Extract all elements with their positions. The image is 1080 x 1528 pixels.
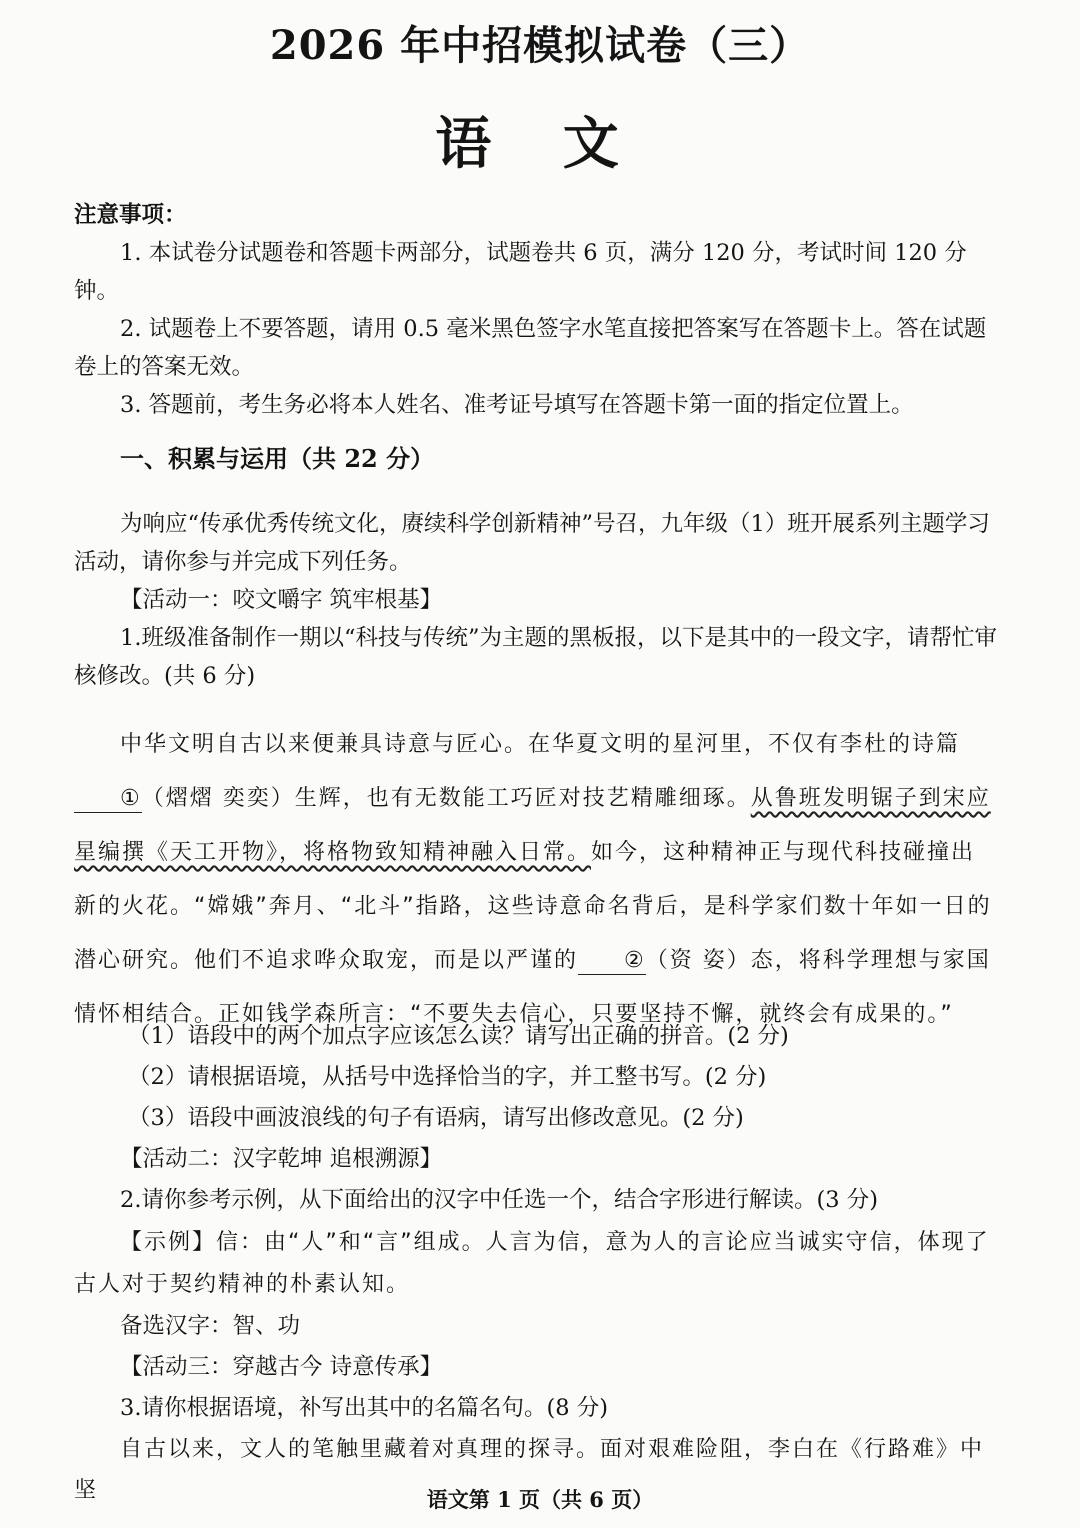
activity-heading: 【活动三：穿越古今 诗意传承】 (120, 1354, 443, 1380)
example-paragraph (74, 1222, 998, 1306)
sub-questions (74, 1016, 998, 1221)
question-2: 2.请你参考示例，从下面给出的汉字中任选一个，结合字形进行解读。(3 分) (120, 1187, 878, 1213)
notice-item: 2. 试题卷上不要答题，请用 0.5 毫米黑色签字水笔直接把答案写在答题卡上。答在试题卷上的答案无效。 (74, 316, 987, 380)
question-1: 1.班级准备制作一期以“科技与传统”为主题的黑板报，以下是其中的一段文字，请帮忙审核修改。(共 6 分) (74, 625, 997, 689)
passage-text: （熠熠 奕奕）生辉，也有无数能工巧匠对技艺精雕细琢。 (141, 786, 751, 811)
fill-blank-2: ② (578, 948, 646, 975)
blackboard-passage (74, 718, 998, 1042)
activity-heading: 【活动二：汉字乾坤 追根溯源】 (120, 1146, 443, 1172)
notice-section (74, 196, 998, 424)
section-heading: 一、积累与运用（共 22 分） (120, 444, 435, 473)
fill-blank-1: ① (74, 786, 142, 813)
section-one-tail (74, 1306, 998, 1511)
notice-item: 3. 答题前，考生务必将本人姓名、准考证号填写在答题卡第一面的指定位置上。 (120, 392, 914, 418)
activity-heading: 【活动一：咬文嚼字 筑牢根基】 (120, 587, 443, 613)
exam-title: 2026 年中招模拟试卷（三） (269, 22, 811, 69)
passage-text: （资 姿）态，将科学理想与家国情怀相结合。正如钱学森所言：“不要失去信心，只要坚持不懈，就终会有成果的。” (74, 948, 991, 1027)
notice-heading: 注意事项： (74, 202, 187, 228)
question-3-context: 自古以来，文人的笔触里藏着对真理的探寻。面对艰难险阻，李白在《行路难》中坚 (74, 1437, 985, 1503)
passage-text: 中华文明自古以来便兼具诗意与匠心。在华夏文明的星河里，不仅有李杜的诗篇 (120, 732, 961, 757)
question-3: 3.请你根据语境，补写出其中的名篇名句。(8 分) (120, 1395, 608, 1421)
notice-item: 1. 本试卷分试题卷和答题卡两部分，试题卷共 6 页，满分 120 分，考试时间 120 分钟。 (74, 240, 967, 304)
page-footer: 语文第 1 页（共 6 页） (426, 1487, 654, 1512)
section-one (74, 440, 998, 478)
candidate-characters: 备选汉字：智、功 (120, 1313, 301, 1339)
wavy-underlined-sentence: 从鲁班发明锯子到宋应星编撰《天工开物》，将格物致知精神融入日常。 (74, 786, 991, 865)
sub-question: （3）语段中画波浪线的句子有语病，请写出修改意见。(2 分) (128, 1105, 744, 1131)
sub-question: （1）语段中的两个加点字应该怎么读？请写出正确的拼音。(2 分) (128, 1023, 789, 1049)
example-text: 【示例】信：由“人”和“言”组成。人言为信，意为人的言论应当诚实守信，体现了古人对于契约精神的朴素认知。 (74, 1230, 990, 1297)
section-one-body (74, 505, 998, 695)
sub-question: （2）请根据语境，从括号中选择恰当的字，并工整书写。(2 分) (128, 1064, 767, 1090)
subject-title: 语 文 (435, 111, 645, 177)
passage-text: 如今，这种精神正与现代科技碰撞出新的火花。“嫦娥”奔月、“北斗”指路，这些诗意命名背后，是科学家们数十年如一日的潜心研究。他们不追求哗众取宠，而是以严谨的 (74, 840, 992, 973)
section-intro: 为响应“传承优秀传统文化，赓续科学创新精神”号召，九年级（1）班开展系列主题学习活动，请你参与并完成下列任务。 (74, 511, 990, 575)
